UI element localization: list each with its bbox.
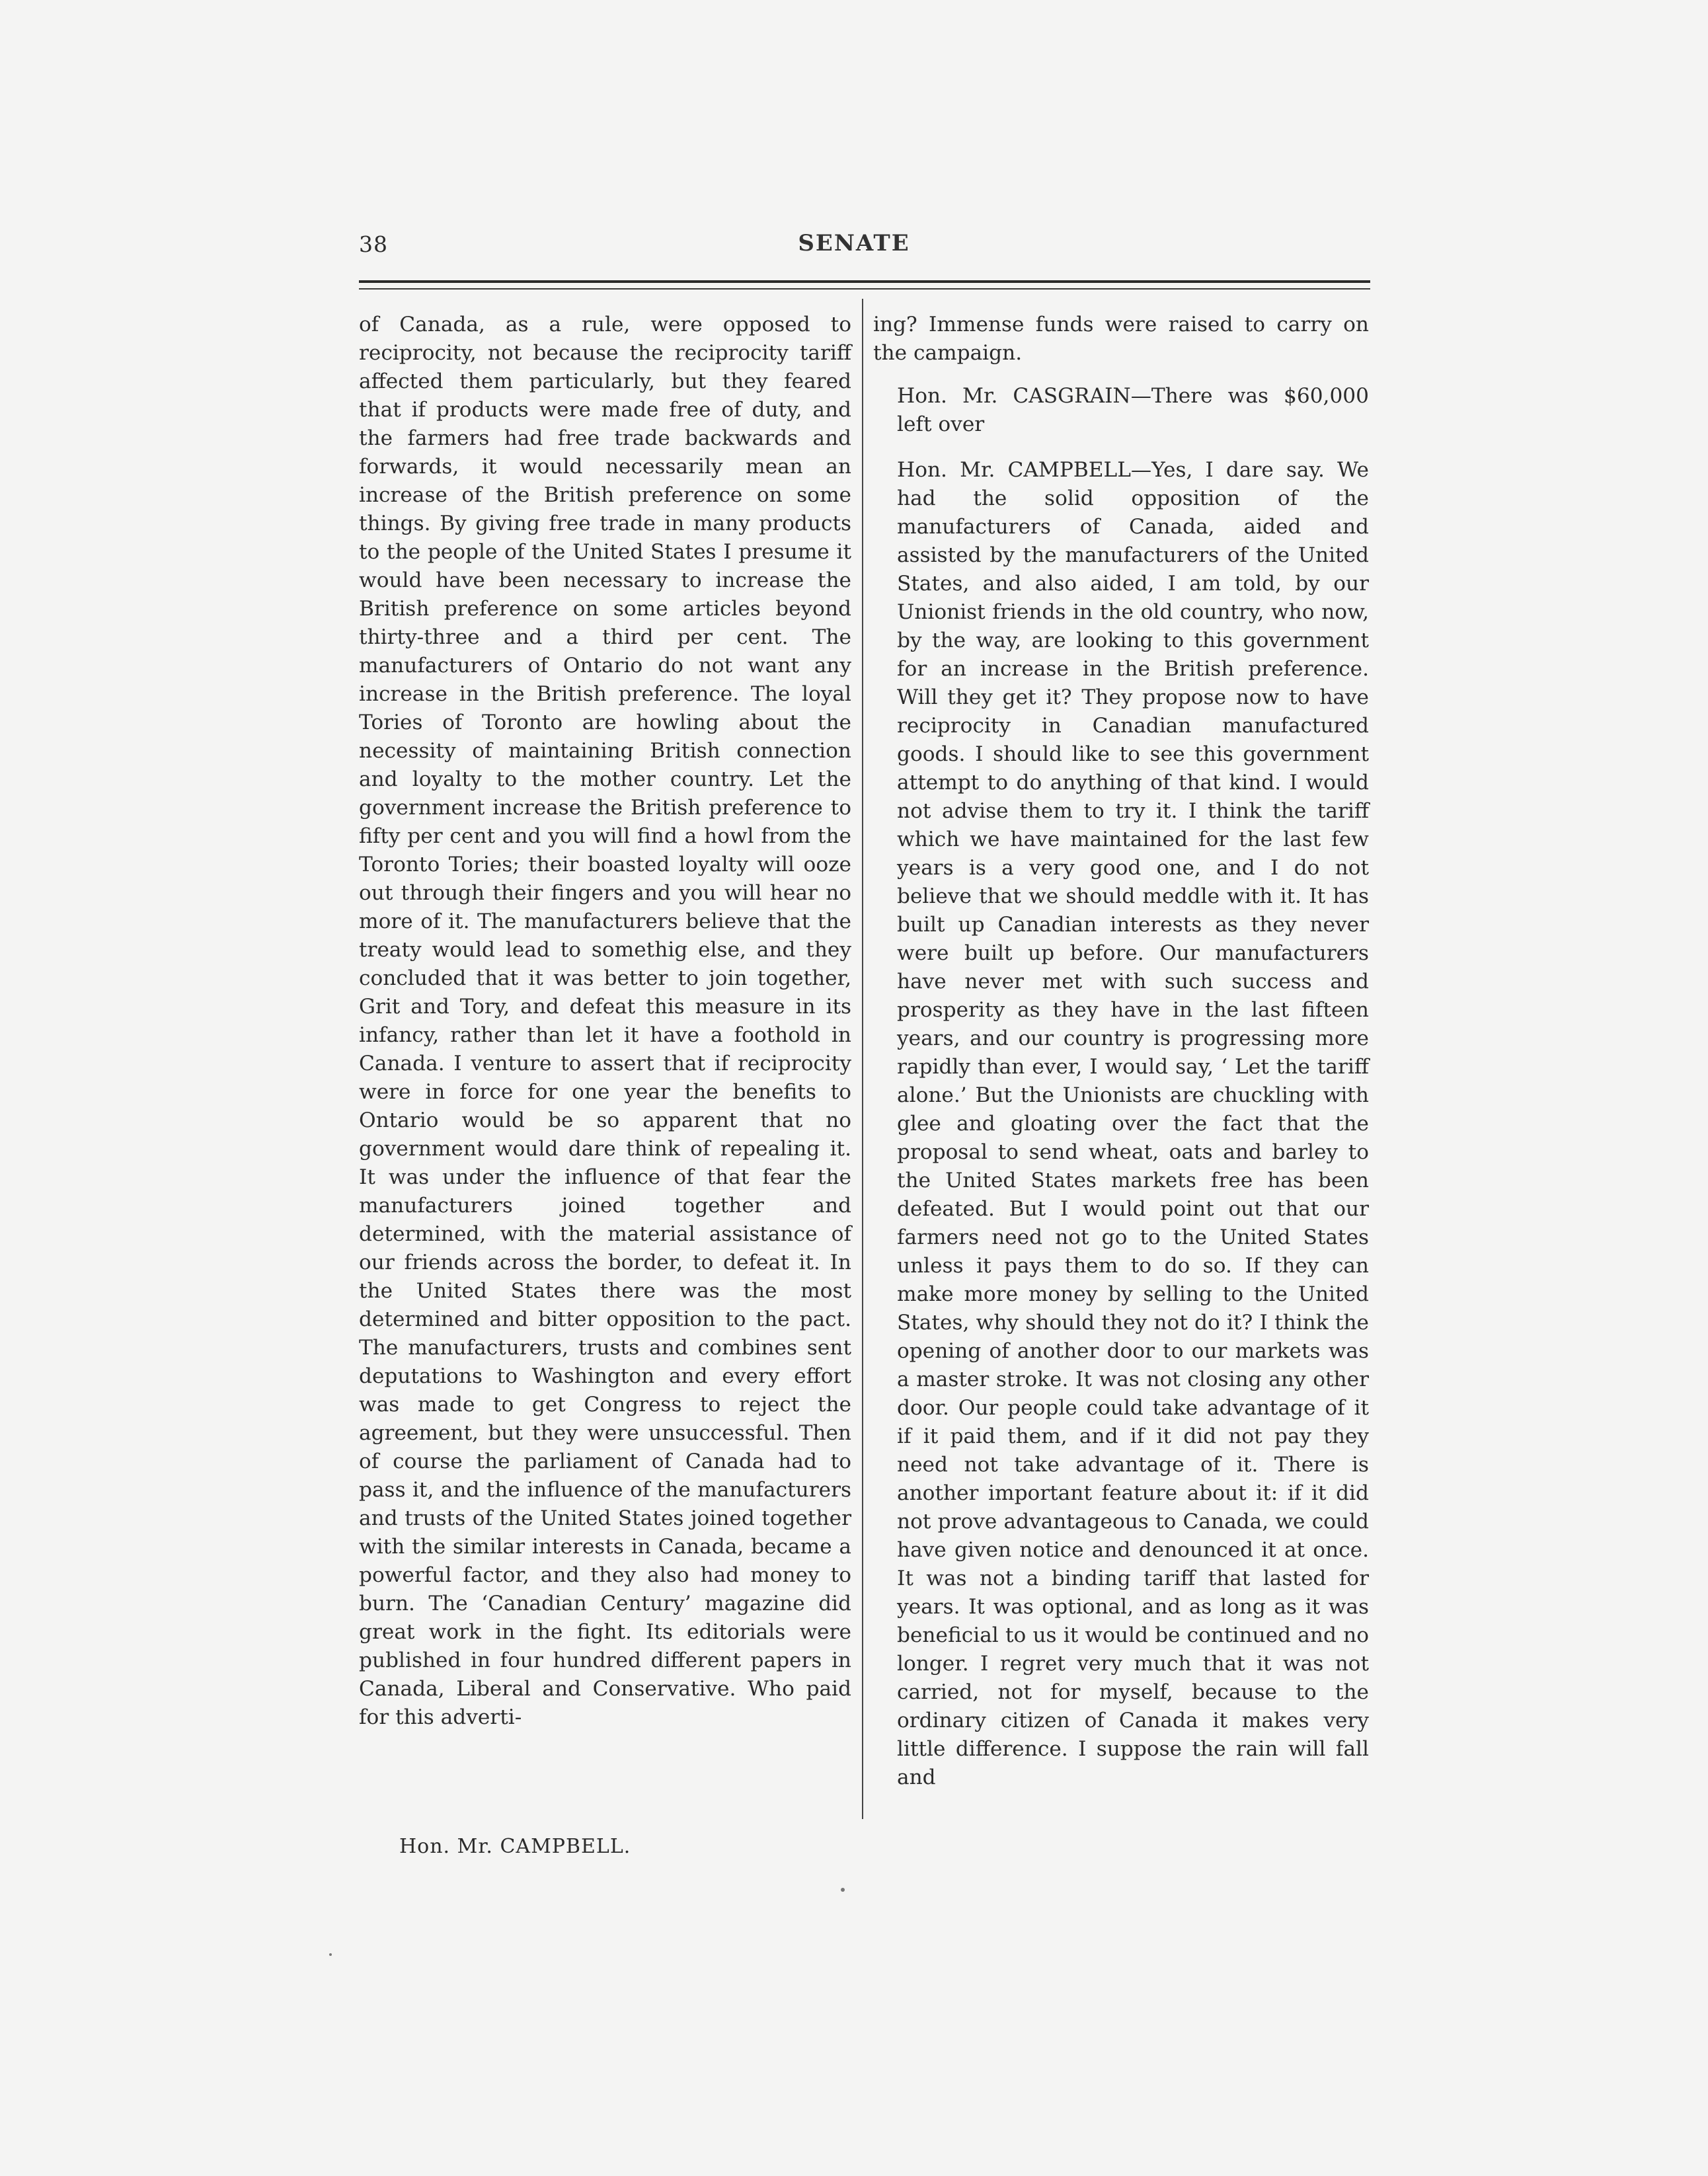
campbell-speech: Hon. Mr. CAMPBELL—Yes, I dare say. We had the solid opposition of the manufacturers of Canada, aided and assisted by the manufacturers of the United States, and also aided, I am told, by our Unionist friends in the old country, who now, by the way, are looking to this government for an increase in the British preference. Will they get it? They propose now to have reciprocity in Canadian manufactured goods. I should like to see this government attempt to do anything of that kind. I would not advise them to try it. I think the tariff which we have maintained for the last few years is a very good one, and I do not believe that we should meddle with it. It has built up Canadian interests as they never were built up before. Our manufacturers have never met with such success and prosperity as they have in the last fifteen years, and our country is progressing more rapidly than ever, I would say, ‘ Let the tariff alone.’ But the Unionists are chuckling with glee and gloating over the fact that the proposal to send wheat, oats and barley to the United States markets free has been defeated. But I would point out that our farmers need not go to the United States unless it pays them to do so. If they can make more money by selling to the United States, why should they not do it? I think the opening of another door to our markets was a master stroke. It was not closing any other door. Our people could take advantage of it if it paid them, and if it did not pay they need not take advantage of it. There is another important feature about it: if it did not prove advantageous to Canada, we could have given notice and denounced it at once. It was not a binding tariff that lasted for years. It was optional, and as long as it was beneficial to us it would be continued and no longer. I regret very much that it was not carried, not for myself, because to the ordinary citizen of Canada it makes very little difference. I suppose the rain will fall and	[897, 458, 1369, 1789]
left-column	[359, 311, 851, 1732]
left-column-paragraph: of Canada, as a rule, were opposed to reciprocity, not because the reciprocity tariff affected them particularly, but they feared that if products were made free of duty, and the farmers had free trade backwards and forwards, it would necessarily mean an increase of the British preference on some things. By giving free trade in many products to the people of the United States I presume it would have been necessary to increase the British preference on some articles beyond thirty-three and a third per cent. The manufacturers of Ontario do not want any increase in the British preference. The loyal Tories of Toronto are howling about the necessity of maintaining British connection and loyalty to the mother country. Let the government increase the British preference to fifty per cent and you will find a howl from the Toronto Tories; their boasted loyalty will ooze out through their fingers and you will hear no more of it. The manufacturers believe that the treaty would lead to somethig else, and they concluded that it was better to join together, Grit and Tory, and defeat this measure in its infancy, rather than let it have a foothold in Canada. I venture to assert that if reciprocity were in force for one year the benefits to Ontario would be so apparent that no government would dare think of repealing it. It was under the influence of that fear the manufacturers joined together and determined, with the material assistance of our friends across the border, to defeat it. In the United States there was the most determined and bitter opposition to the pact. The manufacturers, trusts and combines sent deputations to Washington and every effort was made to get Congress to reject the agreement, but they were unsuccessful. Then of course the parliament of Canada had to pass it, and the influence of the manufacturers and trusts of the United States joined together with the similar interests in Canada, became a powerful factor, and they also had money to burn. The ‘Canadian Century’ magazine did great work in the fight. Its editorials were published in four hundred different papers in Canada, Liberal and Conservative. Who paid for this adverti-	[359, 313, 851, 1729]
right-column	[873, 311, 1369, 1792]
header-rule-bottom	[359, 288, 1370, 290]
footer-speaker-name: Hon. Mr. CAMPBELL.	[399, 1835, 631, 1858]
header-rule-top	[359, 280, 1370, 283]
casgrain-speech: Hon. Mr. CASGRAIN—There was $60,000 left over	[897, 384, 1369, 436]
column-divider	[862, 299, 863, 1819]
continuation-paragraph: ing? Immense funds were raised to carry on the campaign.	[873, 313, 1369, 365]
ink-speck	[329, 1953, 332, 1956]
ink-speck	[841, 1888, 845, 1892]
running-title: SENATE	[798, 230, 910, 256]
page-number: 38	[359, 231, 388, 257]
